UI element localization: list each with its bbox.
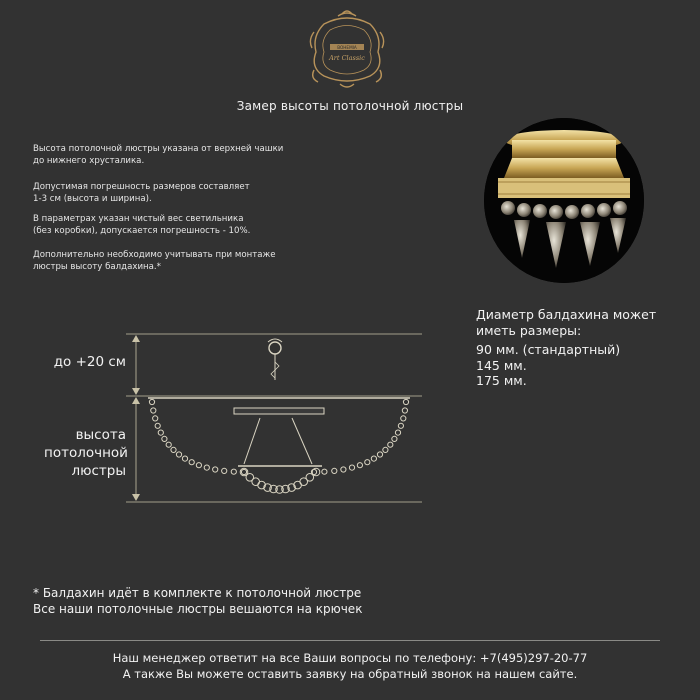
crystal-bead (241, 469, 246, 474)
canopy-size-item: 145 мм. (476, 357, 527, 373)
brand-logo (302, 6, 392, 92)
crystal-bead (392, 436, 397, 441)
crystal-bead (155, 423, 160, 428)
paragraph-tolerance (33, 181, 363, 205)
dimension-label-line: люстры (71, 463, 126, 479)
paragraph-weight (33, 213, 363, 237)
divider (40, 640, 660, 641)
dimension-label-line: высота (75, 427, 126, 443)
crystal-bead (196, 463, 201, 468)
contact-callback-text: А также Вы можете оставить заявку на обратный звонок на нашем сайте. (122, 667, 578, 681)
crystal-bead (349, 465, 354, 470)
paragraph-line: 1-3 см (высота и ширина). (33, 194, 152, 204)
crystal-bead (403, 399, 408, 404)
paragraph-measurement (33, 143, 363, 167)
paragraph-canopy (33, 249, 363, 273)
crystal-bead (377, 452, 382, 457)
chandelier-diagram (30, 322, 430, 512)
canopy-size-list (476, 342, 620, 389)
crystal-bead (371, 456, 376, 461)
crystal-bead (388, 442, 393, 447)
logo-top-text: BOHEMIA (337, 45, 357, 50)
footnote-canopy: * Балдахин идёт в комплекте к потолочной люстре (33, 586, 362, 600)
canopy-heading (476, 307, 686, 338)
dimension-label-canopy: до +20 см (53, 354, 126, 370)
crystal-bead (341, 467, 346, 472)
crystal-bead (332, 468, 337, 473)
crystal-bead (395, 430, 400, 435)
crystal-bead (171, 447, 176, 452)
crystal-bead (357, 463, 362, 468)
crystal-bead (231, 469, 236, 474)
crystal-bead (151, 408, 156, 413)
crystal-bead (189, 460, 194, 465)
crystal-bead (402, 408, 407, 413)
page-title: Замер высоты потолочной люстры (236, 99, 464, 113)
paragraph-line: до нижнего хрусталика. (33, 156, 145, 166)
crystal-bead (312, 468, 320, 476)
crystal-bead (149, 399, 154, 404)
logo-script-text: Art Classic (329, 54, 365, 62)
crystal-bead (158, 430, 163, 435)
paragraph-line: (без коробки), допускается погрешность - 10%. (33, 226, 251, 236)
paragraph-line: Дополнительно необходимо учитывать при монтаже (33, 250, 276, 260)
crystal-bead (306, 474, 314, 482)
crystal-bead (398, 423, 403, 428)
crystal-bead (162, 436, 167, 441)
crystal-bead (153, 416, 158, 421)
dimension-label-line: потолочной (44, 445, 128, 461)
paragraph-line: В параметрах указан чистый вес светильника (33, 214, 244, 224)
paragraph-line: люстры высоту балдахина.* (33, 262, 161, 272)
paragraph-line: Высота потолочной люстры указана от верхней чашки (33, 144, 284, 154)
crystal-bead (401, 416, 406, 421)
crystal-bead (204, 465, 209, 470)
paragraph-line: Допустимая погрешность размеров составляет (33, 182, 250, 192)
footnote-hook: Все наши потолочные люстры вешаются на крючек (33, 602, 363, 616)
crystal-bead (182, 456, 187, 461)
contact-phone-text: Наш менеджер ответит на все Ваши вопросы по телефону: +7(495)297-20-77 (112, 651, 588, 665)
crystal-bead (365, 460, 370, 465)
crystal-bead (322, 469, 327, 474)
canopy-heading-line: Диаметр балдахина может (476, 307, 657, 322)
crystal-bead (176, 452, 181, 457)
crystal-bead (166, 442, 171, 447)
crystal-bead (383, 447, 388, 452)
canopy-size-item: 90 мм. (стандартный) (476, 342, 621, 357)
canopy-size-item: 175 мм. (476, 373, 527, 388)
logo-emblem (302, 6, 392, 92)
canopy-heading-line: иметь размеры: (476, 322, 582, 338)
canopy-photo (484, 118, 644, 283)
crystal-bead (213, 467, 218, 472)
crystal-bead (222, 468, 227, 473)
